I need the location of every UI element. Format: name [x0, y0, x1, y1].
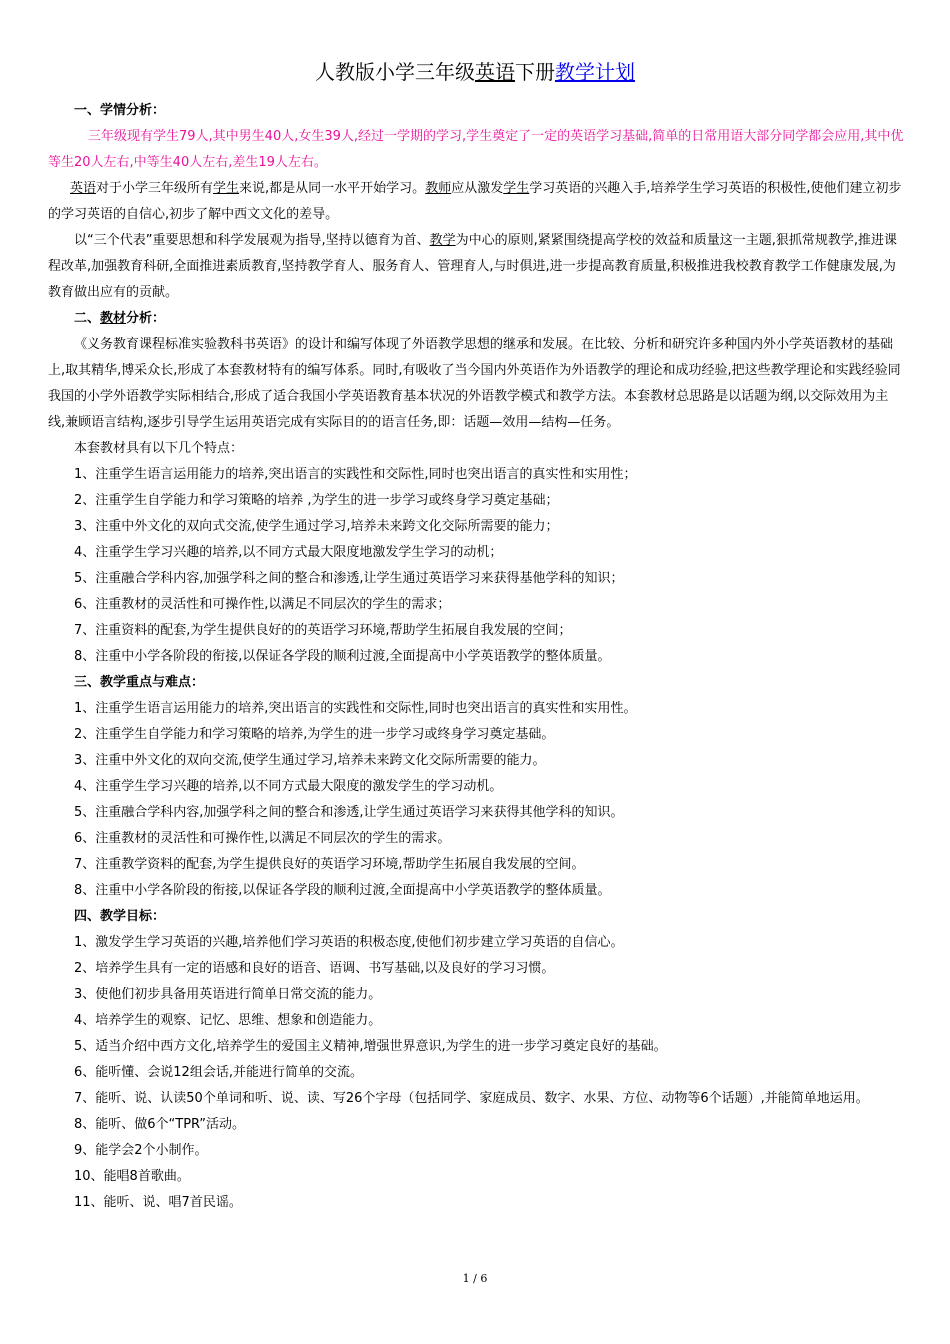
list-item: 6、注重教材的灵活性和可操作性,以满足不同层次的学生的需求。: [74, 831, 451, 846]
text-span: 对于小学三年级所有: [96, 181, 214, 196]
list-item: 1、注重学生语言运用能力的培养,突出语言的实践性和交际性,同时也突出语言的真实性和实用性；: [74, 467, 637, 482]
list-item: 10、能唱8首歌曲。: [74, 1169, 190, 1184]
document-title: [0, 58, 950, 86]
title-english-link[interactable]: 英语: [475, 60, 515, 84]
list-item: 9、能学会2个小制作。: [74, 1143, 208, 1158]
list-item: 8、注重中小学各阶段的衔接,以保证各学段的顺利过渡,全面提高中小学英语教学的整体质量。: [74, 883, 611, 898]
section-2-heading: [48, 306, 904, 332]
text-span: 以“三个代表”重要思想和科学发展观为指导,坚持以德育为首、: [74, 233, 430, 248]
list-item: 7、注重资料的配套,为学生提供良好的的英语学习环境,帮助学生拓展自我发展的空间；: [74, 623, 572, 638]
text-span: 应从激发: [451, 181, 504, 196]
list-item: 5、注重融合学科内容,加强学科之间的整合和渗透,让学生通过英语学习来获得基他学科的知识；: [74, 571, 624, 586]
link-teacher[interactable]: 教师: [425, 181, 452, 196]
list-item: 4、培养学生的观察、记忆、思维、想象和创造能力。: [74, 1013, 382, 1028]
section-3-heading: 三、教学重点与难点：: [74, 675, 205, 690]
title-text-2: 下册: [515, 60, 555, 84]
text-span: 为中心的原则,紧紧围绕提高学校的效益和质量这一主题,狠抓常规教学,推进课程改革,加强教育科研,全面推进素质教育,坚持教学育人、服务育人、管理育人,与时俱进,进一步提高教育质量,积极推进我校教育教学工作健康发展,为教育做出应有的贡献。: [48, 233, 898, 300]
list-item: 3、注重中外文化的双向交流,使学生通过学习,培养未来跨文化交际所需要的能力。: [74, 753, 546, 768]
list-item: 5、注重融合学科内容,加强学科之间的整合和渗透,让学生通过英语学习来获得其他学科的知识。: [74, 805, 624, 820]
link-teaching[interactable]: 教学: [429, 233, 456, 248]
list-item: 2、注重学生自学能力和学习策略的培养 ,为学生的进一步学习或终身学习奠定基础；: [74, 493, 559, 508]
paragraph-english-start: [48, 176, 904, 228]
heading-number: 二、: [74, 311, 101, 326]
list-item: 6、能听懂、会说12组会话,并能进行简单的交流。: [74, 1065, 363, 1080]
link-student-2[interactable]: 学生: [503, 181, 530, 196]
link-textbook[interactable]: 教材: [100, 311, 127, 326]
paragraph-guiding-thought: [48, 228, 904, 306]
textbook-analysis-paragraph: 《义务教育课程标准实验教科书英语》的设计和编写体现了外语教学思想的继承和发展。在比较、分析和研究许多种国内外小学英语教材的基础上,取其精华,博采众长,形成了本套教材特有的编写体系。同时,有吸收了当今国内外英语作为外语教学的理论和成功经验,把这些教学理论和实践经验同我国的小学外语教学实际相结合,形成了适合我国小学英语教育基本状况的外语教学模式和教学方法。本套教材总思路是以话题为纲,以交际效用为主线,兼顾语言结构,逐步引导学生运用英语完成有实际目的的语言任务,即：话题—效用—结构—任务。: [48, 337, 901, 430]
document-body: [48, 98, 904, 1216]
list-item: 6、注重教材的灵活性和可操作性,以满足不同层次的学生的需求；: [74, 597, 451, 612]
list-item: 4、注重学生学习兴趣的培养,以不同方式最大限度的激发学生的学习动机。: [74, 779, 503, 794]
list-item: 8、注重中小学各阶段的衔接,以保证各学段的顺利过渡,全面提高中小学英语教学的整体质量。: [74, 649, 611, 664]
text-span: 学习英语的兴趣入手,培养学生学习英语的积极性,使他们建立初步的学习英语的自信心,初步了解中西文文化的差导。: [48, 181, 902, 222]
text-span: 来说,都是从同一水平开始学习。: [239, 181, 426, 196]
list-item: 3、注重中外文化的双向式交流,使学生通过学习,培养未来跨文化交际所需要的能力；: [74, 519, 559, 534]
list-item: 3、使他们初步具备用英语进行简单日常交流的能力。: [74, 987, 382, 1002]
title-teaching-plan-link[interactable]: 教学计划: [555, 60, 635, 84]
list-item: 11、能听、说、唱7首民谣。: [74, 1195, 242, 1210]
list-item: 1、注重学生语言运用能力的培养,突出语言的实践性和交际性,同时也突出语言的真实性和实用性。: [74, 701, 637, 716]
link-english[interactable]: 英语: [70, 181, 97, 196]
page-number: 1 / 6: [462, 1272, 488, 1285]
link-student[interactable]: 学生: [213, 181, 240, 196]
list-item: 2、注重学生自学能力和学习策略的培养,为学生的进一步学习或终身学习奠定基础。: [74, 727, 555, 742]
section-1-heading: 一、学情分析：: [74, 103, 166, 118]
list-item: 5、适当介绍中西方文化,培养学生的爱国主义精神,增强世界意识,为学生的进一步学习奠定良好的基础。: [74, 1039, 667, 1054]
title-text: 人教版小学三年级: [315, 60, 475, 84]
features-intro: 本套教材具有以下几个特点：: [74, 441, 244, 456]
list-item: 7、能听、说、认读50个单词和听、说、读、写26个字母（包括同学、家庭成员、数字、水果、方位、动物等6个话题）,并能简单地运用。: [74, 1091, 869, 1106]
list-item: 2、培养学生具有一定的语感和良好的语音、语调、书写基础,以及良好的学习习惯。: [74, 961, 555, 976]
list-item: 4、注重学生学习兴趣的培养,以不同方式最大限度地激发学生学习的动机；: [74, 545, 503, 560]
list-item: 7、注重教学资料的配套,为学生提供良好的英语学习环境,帮助学生拓展自我发展的空间。: [74, 857, 585, 872]
list-item: 8、能听、做6个“TPR”活动。: [74, 1117, 245, 1132]
heading-text: 分析：: [126, 311, 166, 326]
list-item: 1、激发学生学习英语的兴趣,培养他们学习英语的积极态度,使他们初步建立学习英语的自信心。: [74, 935, 624, 950]
section-4-heading: 四、教学目标：: [74, 909, 166, 924]
student-stats-paragraph: 三年级现有学生79人,其中男生40人,女生39人,经过一学期的学习,学生奠定了一定的英语学习基础,简单的日常用语大部分同学都会应用,其中优等生20人左右,中等生40人左右,差生19人左右。: [48, 129, 904, 170]
